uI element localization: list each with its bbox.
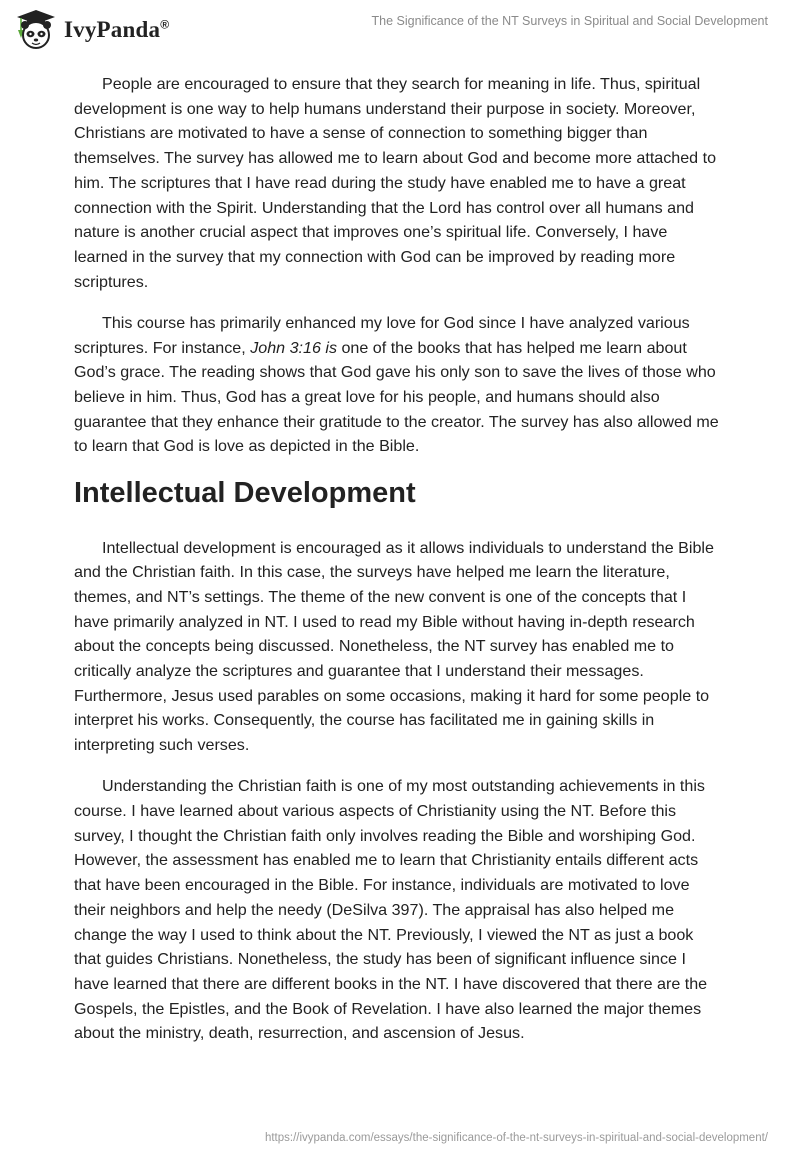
paragraph-christian-faith: Understanding the Christian faith is one of my most outstanding achievements in this course. I have learned about various aspects of Christianity using the NT. Before this survey, I thought the Christian faith only involves reading the Bible and worshiping God. However, the assessment has enabled me to learn that Christianity entails different acts that have been encouraged in the Bible. For instance, individuals are motivated to love their neighbors and help the needy (DeSilva 397). The appraisal has also helped me change the way I used to think about the NT. Previously, I viewed the NT as just a book that guides Christians. Nonetheless, the study has been of significant influence since I have learned that there are different books in the NT. I have discovered that there are the Gospels, the Epistles, and the Book of Revelation. I have also learned the major themes about the ministry, death, resurrection, and ascension of Jesus. (74, 777, 708, 1043)
paragraph-spiritual-meaning: People are encouraged to ensure that they search for meaning in life. Thus, spiritual development is one way to help humans understand their purpose in society. Moreover, Christians are motivated to have a sense of connection to something bigger than themselves. The survey has allowed me to learn about God and become more attached to him. The scriptures that I have read during the study have enabled me to have a great connection with the Spirit. Understanding that the Lord has control over all humans and nature is another crucial aspect that improves one’s spiritual life. Conversely, I have learned in the survey that my connection with God can be improved by reading more scriptures. (74, 75, 717, 291)
footer-source-url[interactable]: https://ivypanda.com/essays/the-significance-of-the-nt-surveys-in-spiritual-and-social-development/ (264, 1132, 768, 1144)
section-heading-intellectual-development: Intellectual Development (74, 476, 416, 509)
page-header (0, 0, 800, 60)
brand-name: IvyPanda® (64, 17, 170, 42)
paragraph-love-for-god: This course has primarily enhanced my love for God since I have analyzed various scriptures. For instance, John 3:16 is one of the books that has helped me learn about God’s grace. The reading shows that God gave his only son to save the lives of those who believe in him. Thus, God has a great love for his people, and humans should also guarantee that they enhance their gratitude to the creator. The survey has also allowed me to learn that God is love as depicted in the Bible. (74, 313, 719, 456)
essay-body (74, 72, 722, 1063)
panda-graduate-icon (14, 8, 58, 52)
document-title: The Significance of the NT Surveys in Spiritual and Social Development (371, 14, 768, 28)
ivypanda-logo[interactable] (14, 8, 169, 52)
paragraph-intellectual-development: Intellectual development is encouraged as it allows individuals to understand the Bible and the Christian faith. In this case, the surveys have helped me learn the literature, themes, and NT’s settings. The theme of the new convent is one of the concepts that I have primarily analyzed in NT. I used to read my Bible without having in-depth research about the concepts being discussed. Nonetheless, the NT survey has enabled me to critically analyze the scriptures and guarantee that I understand their messages. Furthermore, Jesus used parables on some occasions, making it hard for some people to interpret his works. Consequently, the course has facilitated me in gaining skills in interpreting such verses. (74, 538, 714, 755)
scripture-reference: John 3:16 is (250, 338, 337, 357)
